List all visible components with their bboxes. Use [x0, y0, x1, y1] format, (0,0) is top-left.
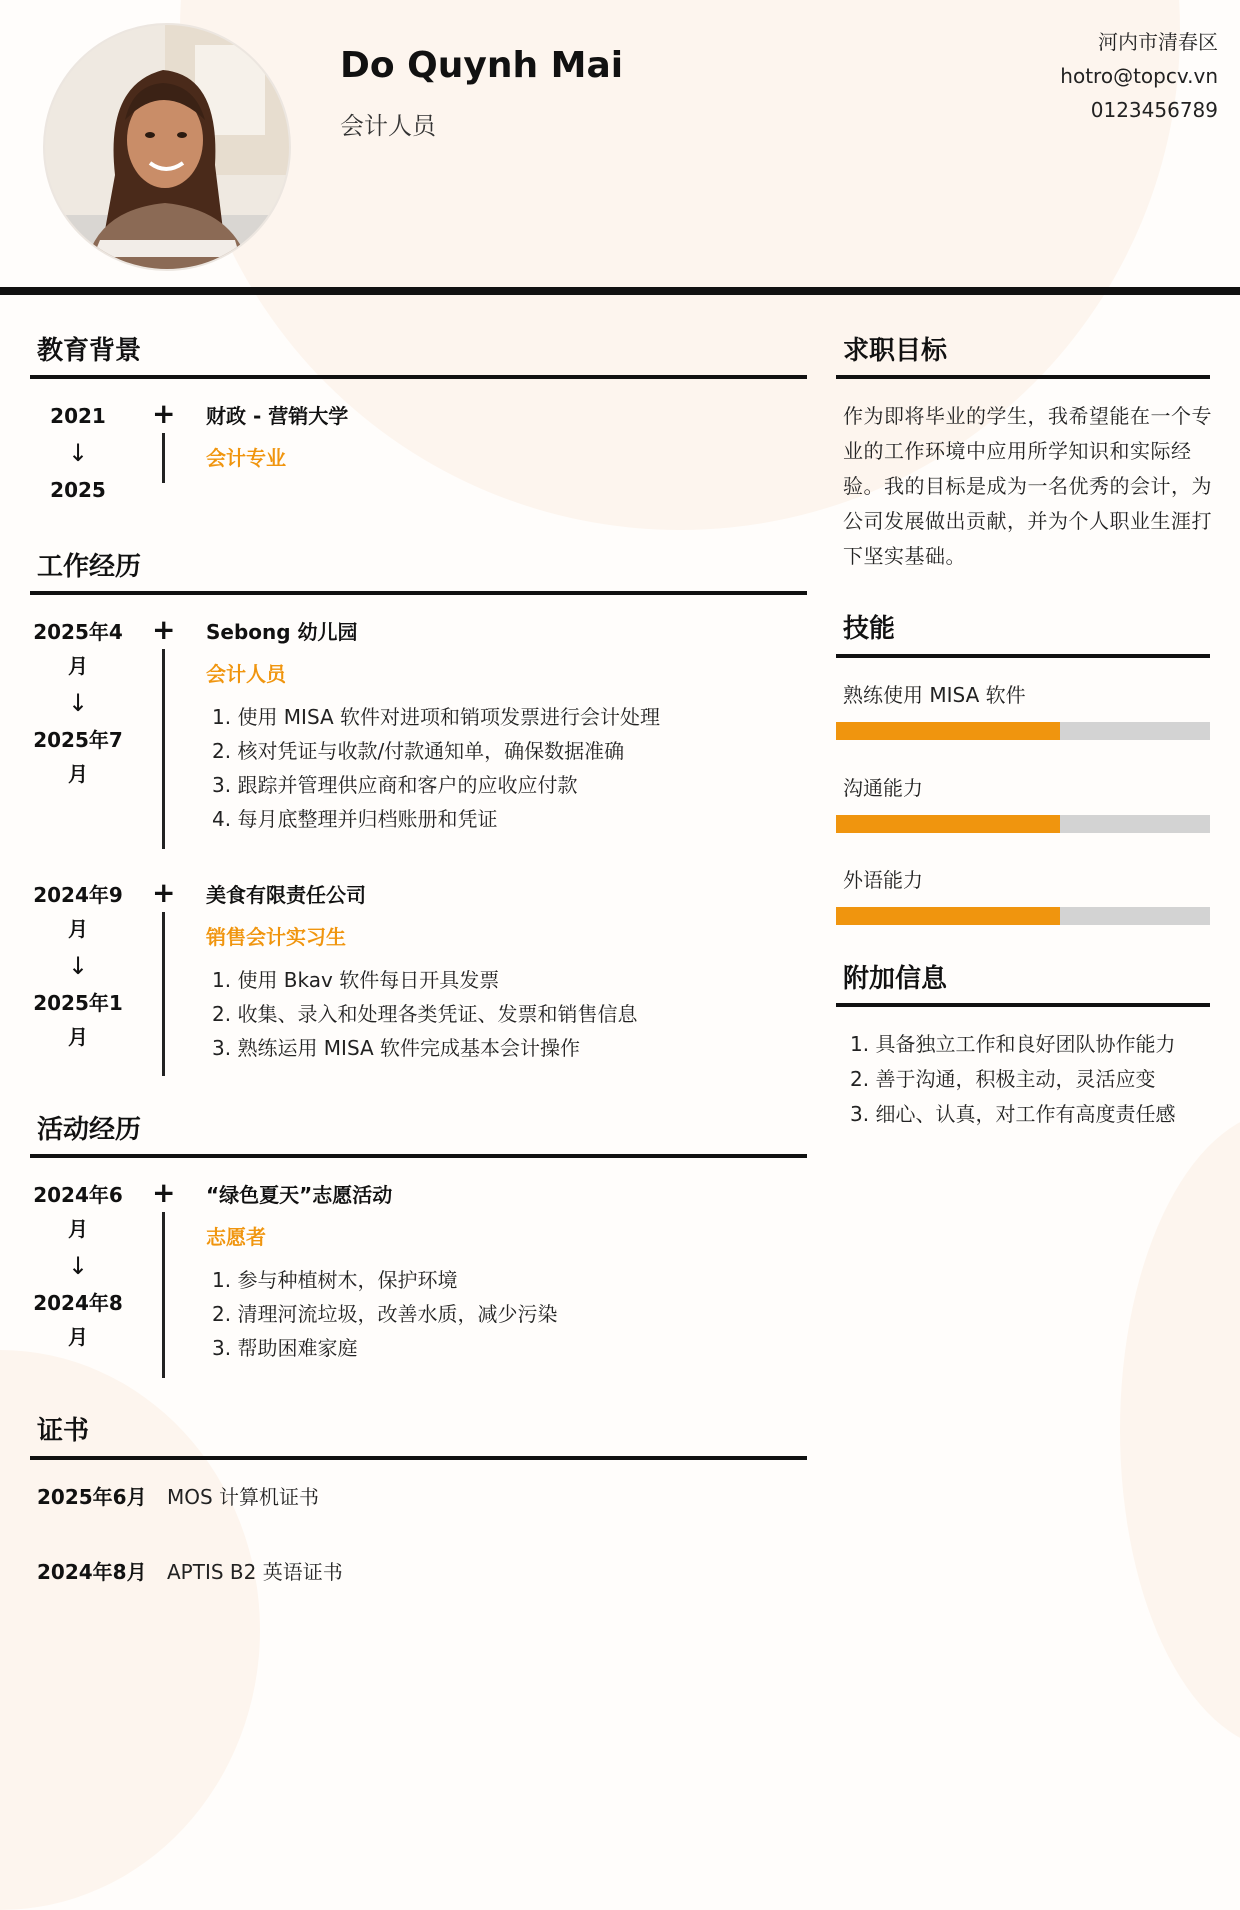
task-list — [212, 963, 637, 1065]
section-title-skills: 技能 — [843, 614, 896, 644]
start-date: 2021 — [50, 404, 106, 428]
certificate-item — [37, 1480, 319, 1514]
task-list — [212, 1263, 557, 1365]
role: 销售会计实习生 — [206, 925, 346, 949]
date-range — [30, 1178, 126, 1354]
contact-info — [1060, 25, 1218, 127]
section-title-activities: 活动经历 — [37, 1115, 142, 1145]
organization: Sebong 幼儿园 — [206, 620, 358, 644]
skill-level-bar — [836, 815, 1210, 833]
arrow-down-icon: ↓ — [67, 1252, 89, 1280]
section-rule — [30, 1154, 807, 1158]
start-date: 2024年9 — [33, 883, 123, 907]
education-entry — [30, 399, 807, 509]
role: 会计人员 — [206, 662, 286, 686]
additional-info-item: 3. 细心、认真，对工作有高度责任感 — [850, 1102, 1176, 1126]
task-item: 2. 核对凭证与收款/付款通知单，确保数据准确 — [212, 739, 625, 763]
start-date-month: 月 — [68, 1217, 88, 1241]
skill-item — [836, 680, 1210, 740]
organization: 财政 - 营销大学 — [206, 404, 349, 428]
section-title-work: 工作经历 — [37, 552, 142, 582]
organization: 美食有限责任公司 — [206, 883, 366, 907]
organization: “绿色夏天”志愿活动 — [206, 1183, 393, 1207]
timeline-line — [162, 649, 165, 849]
end-date: 2025年7 — [33, 728, 123, 752]
job-title: 会计人员 — [340, 112, 436, 140]
certificate-name: APTIS B2 英语证书 — [167, 1560, 343, 1584]
work-entry — [30, 878, 807, 1078]
candidate-name: Do Quynh Mai — [340, 45, 624, 86]
task-item: 1. 使用 MISA 软件对进项和销项发票进行会计处理 — [212, 705, 661, 729]
date-range — [30, 878, 126, 1054]
start-date: 2024年6 — [33, 1183, 123, 1207]
end-date-month: 月 — [68, 1025, 88, 1049]
plus-icon: + — [152, 613, 176, 646]
skill-level-bar — [836, 907, 1210, 925]
start-date-month: 月 — [68, 654, 88, 678]
plus-icon: + — [152, 1176, 176, 1209]
timeline-line — [162, 912, 165, 1076]
activity-entry — [30, 1178, 807, 1388]
start-date-month: 月 — [68, 917, 88, 941]
section-rule — [30, 375, 807, 379]
task-item: 3. 帮助困难家庭 — [212, 1336, 358, 1360]
skill-level-fill — [836, 722, 1060, 740]
task-item: 3. 熟练运用 MISA 软件完成基本会计操作 — [212, 1036, 581, 1060]
timeline-line — [162, 433, 165, 483]
skill-level-bar — [836, 722, 1210, 740]
start-date: 2025年4 — [33, 620, 123, 644]
work-entry — [30, 615, 807, 855]
timeline-line — [162, 1212, 165, 1378]
task-item: 4. 每月底整理并归档账册和凭证 — [212, 807, 498, 831]
end-date-month: 月 — [68, 1325, 88, 1349]
skill-level-fill — [836, 907, 1060, 925]
section-title-objective: 求职目标 — [843, 336, 948, 366]
arrow-down-icon: ↓ — [67, 689, 89, 717]
plus-icon: + — [152, 397, 176, 430]
section-rule — [30, 1456, 807, 1460]
section-title-additional: 附加信息 — [843, 964, 948, 994]
end-date: 2025年1 — [33, 991, 123, 1015]
role: 志愿者 — [206, 1225, 266, 1249]
certificate-date: 2024年8月 — [37, 1560, 147, 1584]
certificate-date: 2025年6月 — [37, 1485, 147, 1509]
certificate-name: MOS 计算机证书 — [167, 1485, 320, 1509]
email: hotro@topcv.vn — [1060, 64, 1218, 88]
skill-item — [836, 865, 1210, 925]
task-item: 3. 跟踪并管理供应商和客户的应收应付款 — [212, 773, 578, 797]
additional-info-list — [850, 1027, 1175, 1132]
phone: 0123456789 — [1090, 98, 1218, 122]
task-item: 2. 清理河流垃圾，改善水质，减少污染 — [212, 1302, 558, 1326]
task-item: 1. 使用 Bkav 软件每日开具发票 — [212, 968, 500, 992]
header-divider — [0, 287, 1240, 295]
end-date: 2025 — [50, 478, 106, 502]
skill-level-fill — [836, 815, 1060, 833]
skill-item — [836, 773, 1210, 833]
profile-photo-illustration — [45, 25, 289, 269]
additional-info-item: 1. 具备独立工作和良好团队协作能力 — [850, 1032, 1176, 1056]
skill-name: 沟通能力 — [843, 776, 923, 800]
profile-photo — [43, 23, 291, 271]
arrow-down-icon: ↓ — [67, 439, 89, 467]
role: 会计专业 — [206, 446, 286, 470]
plus-icon: + — [152, 876, 176, 909]
additional-info-item: 2. 善于沟通，积极主动，灵活应变 — [850, 1067, 1156, 1091]
skill-name: 熟练使用 MISA 软件 — [843, 683, 1026, 707]
end-date-month: 月 — [68, 762, 88, 786]
end-date: 2024年8 — [33, 1291, 123, 1315]
arrow-down-icon: ↓ — [67, 952, 89, 980]
section-rule — [30, 591, 807, 595]
task-list — [212, 700, 660, 836]
address: 河内市清春区 — [1098, 30, 1218, 54]
skill-name: 外语能力 — [843, 868, 923, 892]
date-range — [30, 399, 126, 507]
section-rule — [836, 654, 1210, 658]
section-title-education: 教育背景 — [37, 336, 142, 366]
section-title-certificates: 证书 — [37, 1416, 90, 1446]
task-item: 2. 收集、录入和处理各类凭证、发票和销售信息 — [212, 1002, 638, 1026]
objective-text: 作为即将毕业的学生，我希望能在一个专业的工作环境中应用所学知识和实际经验。我的目标是成为一名优秀的会计，为公司发展做出贡献，并为个人职业生涯打下坚实基础。 — [843, 404, 1212, 568]
certificate-item — [37, 1555, 343, 1589]
task-item: 1. 参与种植树木，保护环境 — [212, 1268, 458, 1292]
date-range — [30, 615, 126, 791]
section-rule — [836, 1003, 1210, 1007]
section-rule — [836, 375, 1210, 379]
